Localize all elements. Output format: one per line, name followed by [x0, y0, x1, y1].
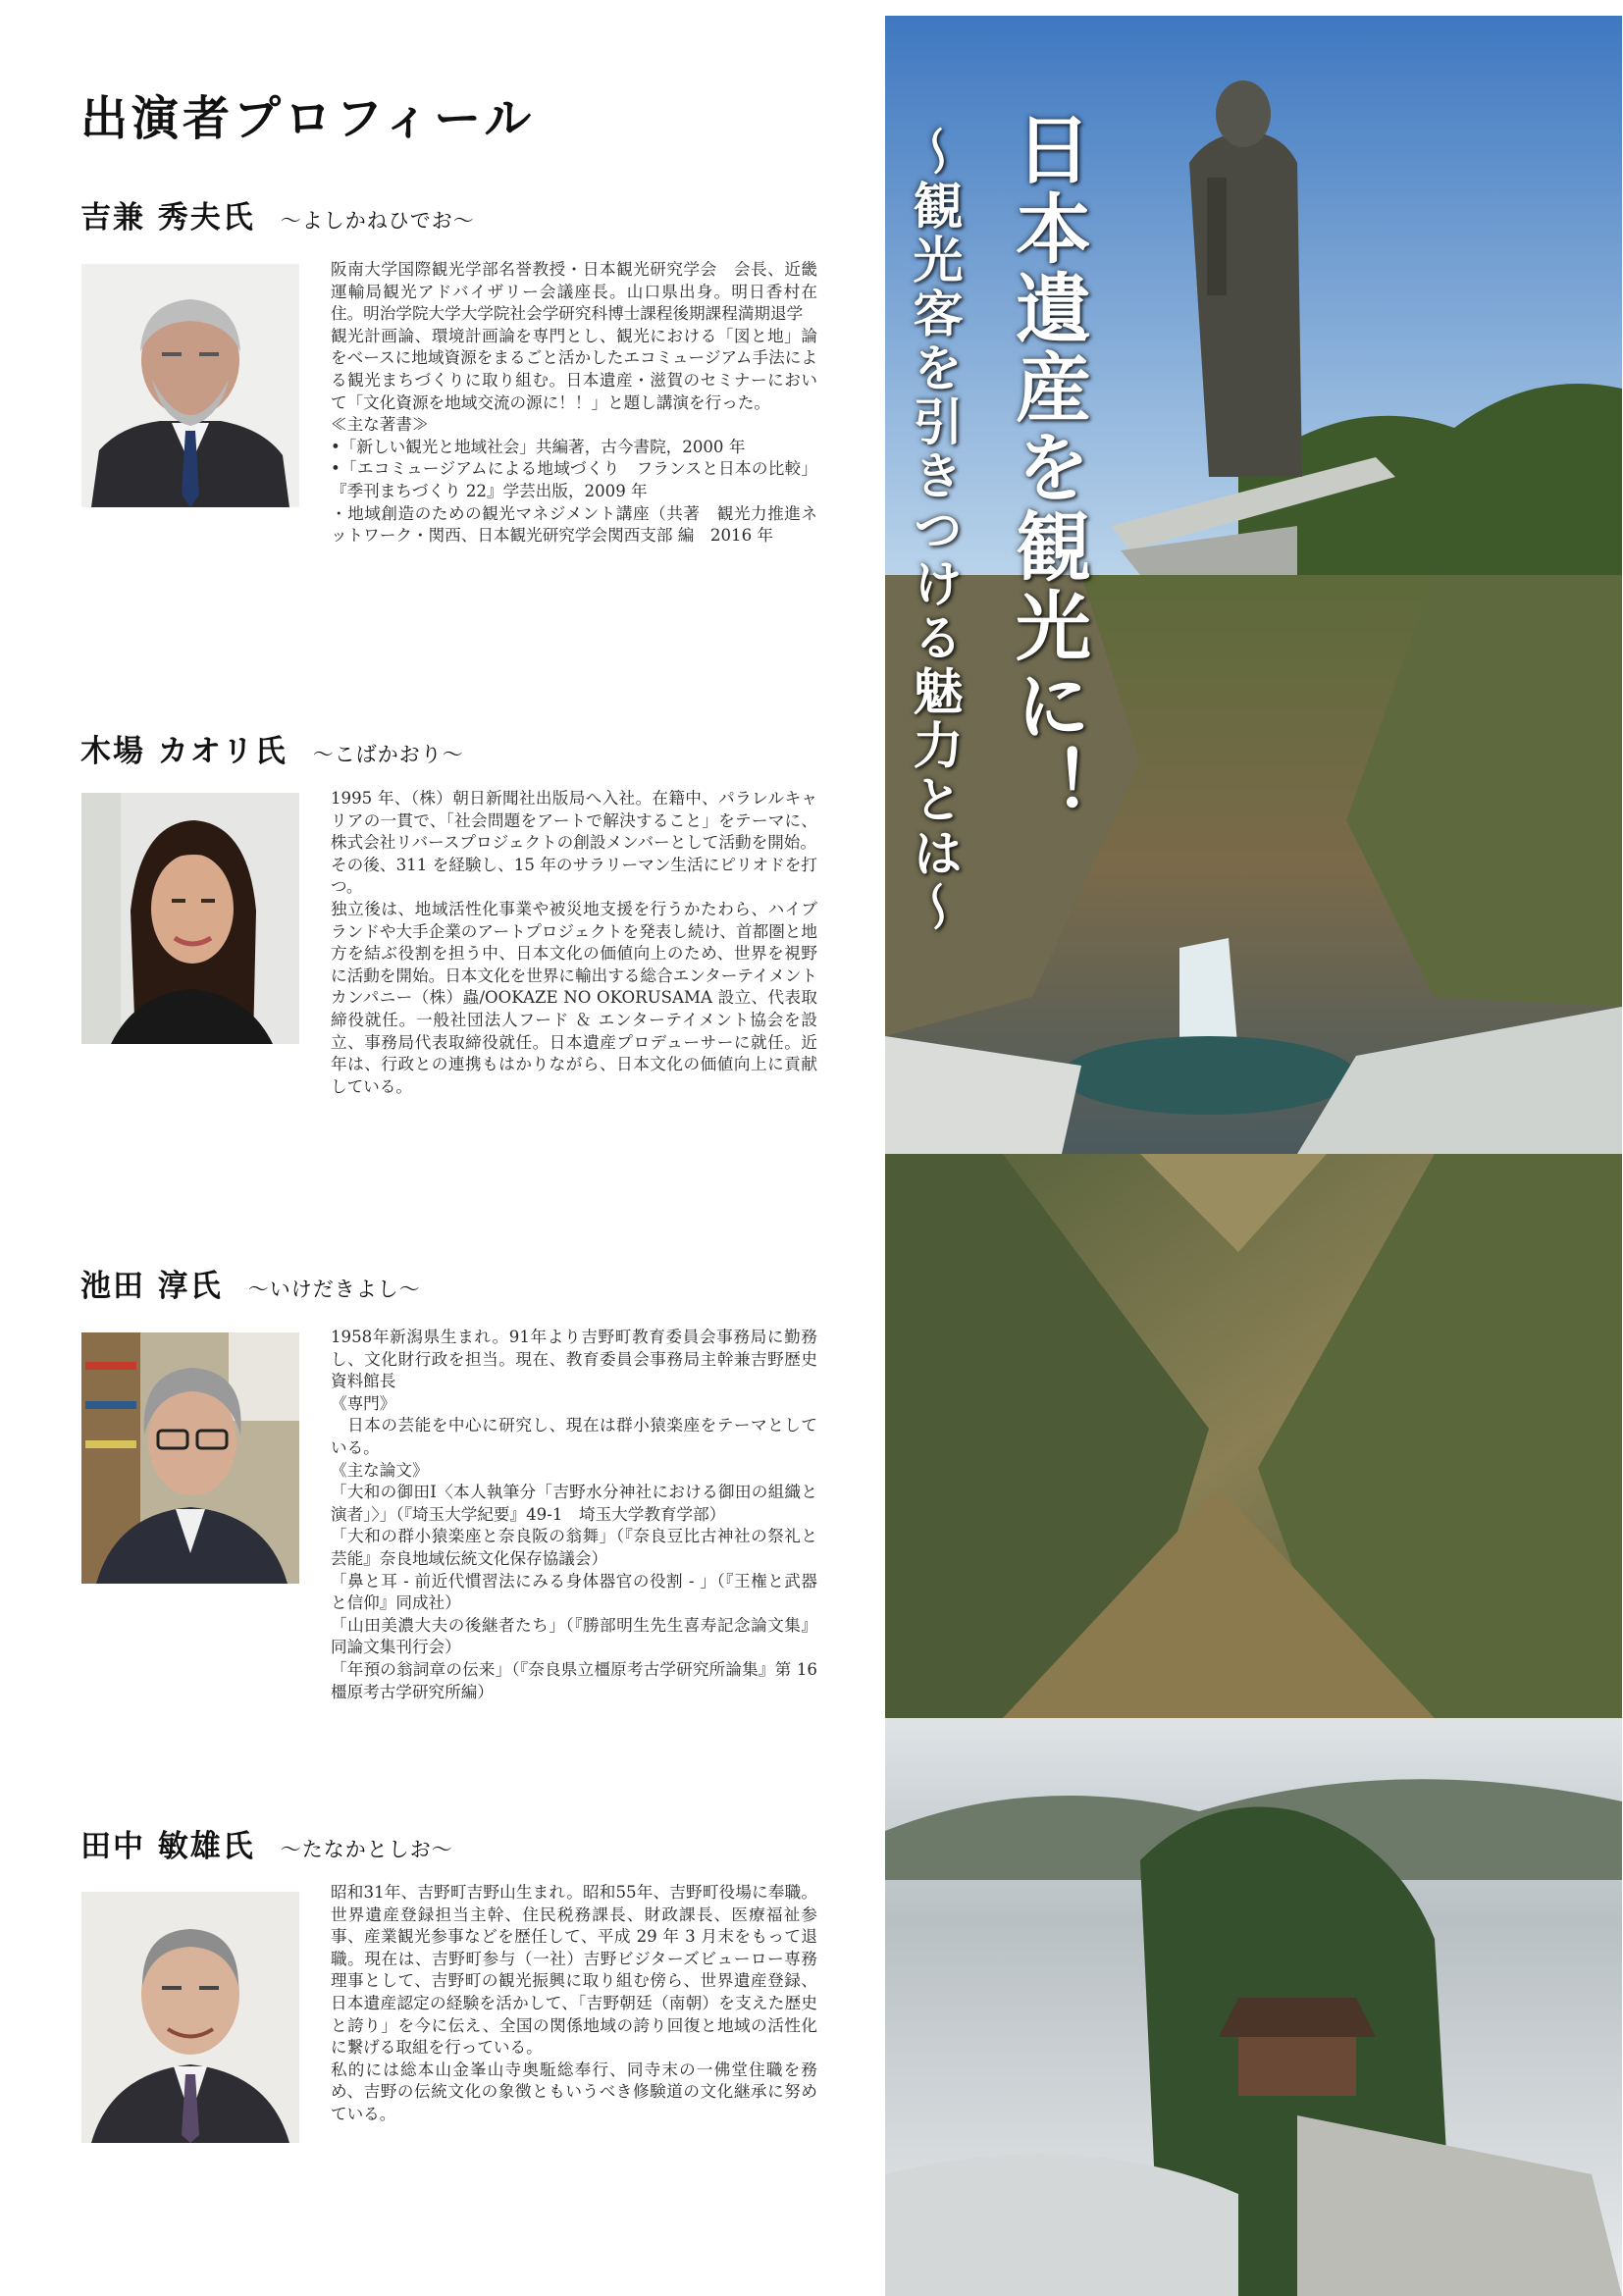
profile-reading: ～いけだきよし～	[247, 1278, 421, 1301]
profile-reading: ～たなかとしお～	[280, 1838, 453, 1861]
scenery-image-strip	[885, 16, 1622, 2296]
profile-name-tanaka	[80, 1821, 453, 1865]
profile-name-ikeda	[80, 1261, 421, 1305]
profile-reading: ～こばかおり～	[312, 743, 464, 766]
bio-paragraph: 日本の芸能を中心に研究し、現在は群小猿楽座をテーマとしている。	[331, 1416, 817, 1457]
profile-photo-yoshikane	[81, 264, 299, 507]
bio-paragraph: •「新しい観光と地域社会」共編著，古今書院，2000 年	[331, 437, 746, 456]
bio-paragraph: その後、311 を経験し、15 年のサラリーマン生活にピリオドを打つ。	[331, 855, 817, 897]
profile-name: 吉兼 秀夫氏	[80, 200, 255, 235]
bio-paragraph: 《専門》	[331, 1393, 396, 1413]
profile-reading: ～よしかねひでお～	[280, 209, 475, 233]
headline-main: 日本遺産を観光に！	[1003, 110, 1091, 825]
profile-photo-ikeda	[81, 1332, 299, 1584]
bio-paragraph: •「エコミュージアムによる地域づくり フランスと日本の比較」『季刊まちづくり 22』学芸出版，2009 年	[331, 459, 817, 500]
bio-paragraph: 1958年新潟県生まれ。91年より吉野町教育委員会事務局に勤務し、文化財行政を担当。現在、教育委員会事務局主幹兼吉野歴史資料館長	[331, 1328, 817, 1391]
bio-paragraph: 「大和の御田Ⅰ〈本人執筆分「吉野水分神社における御田の組織と演者」〉」（『埼玉大学紀要』49-1 埼玉大学教育学部）	[331, 1483, 817, 1524]
bio-paragraph: 独立後は、地域活性化事業や被災地支援を行うかたわら、ハイブランドや大手企業のアートプロジェクトを発表し続け、首都圏と地方を結ぶ役割を担う中、日本文化の価値向上のため、世界を視野に活動を開始。日本文化を世界に輸出する総合エンターテイメントカンパニー（株）蟲/OOKAZE NO OKORUSAMA 設立、代表取締役就任。一般社団法人フード ＆ エンターテイメント協会を設立、事務局代表取締役就任。日本遺産プロデューサーに就任。近年は、行政との連携もはかりながら、日本文化の価値向上に貢献している。	[331, 899, 817, 1096]
profile-bio-koba	[331, 788, 817, 1098]
bio-paragraph: 「鼻と耳 - 前近代慣習法にみる身体器官の役割 - 」（『王権と武器と信仰』同成社）	[331, 1571, 817, 1613]
bio-paragraph: 「年預の翁詞章の伝来」（『奈良県立橿原考古学研究所論集』第 16 橿原考古学研究所編）	[331, 1659, 817, 1701]
profile-name-koba	[80, 726, 464, 770]
bio-paragraph: ≪主な著書≫	[331, 415, 429, 435]
profile-photo-tanaka	[81, 1892, 299, 2143]
headline-sub: ～観光客を引きつける魅力とは～	[904, 126, 963, 935]
bio-paragraph: 観光計画論、環境計画論を専門とし、観光における「図と地」論をベースに地域資源をまるごと活かしたエコミュージアム手法による観光まちづくりに取り組む。日本遺産・滋賀のセミナーにおいて「文化資源を地域交流の源に！！」と題し講演を行った。	[331, 326, 817, 412]
profile-photo-koba	[81, 793, 299, 1044]
profile-name-yoshikane	[80, 192, 475, 236]
profile-bio-yoshikane	[331, 259, 817, 548]
profile-bio-ikeda	[331, 1327, 817, 1703]
bio-paragraph: 1995 年、（株）朝日新聞社出版局へ入社。在籍中、パラレルキャリアの一貫で、「社会問題をアートで解決すること」をテーマに、株式会社リバースプロジェクトの創設メンバーとして活動を開始。	[331, 789, 817, 853]
profile-name: 木場 カオリ氏	[80, 734, 288, 769]
bio-paragraph: 「大和の群小猿楽座と奈良阪の翁舞」（『奈良豆比古神社の祭礼と芸能』奈良地域伝統文化保存協議会）	[331, 1527, 817, 1568]
bio-paragraph: ・地域創造のための観光マネジメント講座（共著 観光力推進ネットワーク・関西、日本観光研究学会関西支部 編 2016 年	[331, 503, 817, 546]
page-title: 出演者プロフィール	[80, 91, 536, 146]
bio-paragraph: 私的には総本山金峯山寺奥駈総奉行、同寺末の一佛堂住職を務め、吉野の伝統文化の象徴ともいうべき修験道の文化継承に努めている。	[331, 2060, 817, 2123]
profile-bio-tanaka	[331, 1882, 817, 2126]
profile-name: 池田 淳氏	[80, 1269, 223, 1304]
bio-paragraph: 昭和31年、吉野町吉野山生まれ。昭和55年、吉野町役場に奉職。世界遺産登録担当主幹、住民税務課長、財政課長、医療福祉参事、産業観光参事などを歴任して、平成 29 年 3 月末をもって退職。現在は、吉野町参与（一社）吉野ビジターズビューロー専務理事として、吉野町の観光振興に取り組む傍ら、世界遺産登録、日本遺産認定の経験を活かして、「吉野朝廷（南朝）を支えた歴史と誇り」を今に伝え、全国の関係地域の誇り回復と地域の活性化に繋げる取組を行っている。	[331, 1883, 817, 2058]
bio-paragraph: 「山田美濃大夫の後継者たち」（『勝部明生先生喜寿記念論文集』同論文集刊行会）	[331, 1615, 817, 1657]
bio-paragraph: 《主な論文》	[331, 1460, 429, 1480]
profile-name: 田中 敏雄氏	[80, 1829, 255, 1864]
bio-paragraph: 阪南大学国際観光学部名誉教授・日本観光研究学会 会長、近畿運輸局観光アドバイザリー会議座長。山口県出身。明日香村在住。明治学院大学大学院社会学研究科博士課程後期課程満期退学	[331, 260, 817, 324]
